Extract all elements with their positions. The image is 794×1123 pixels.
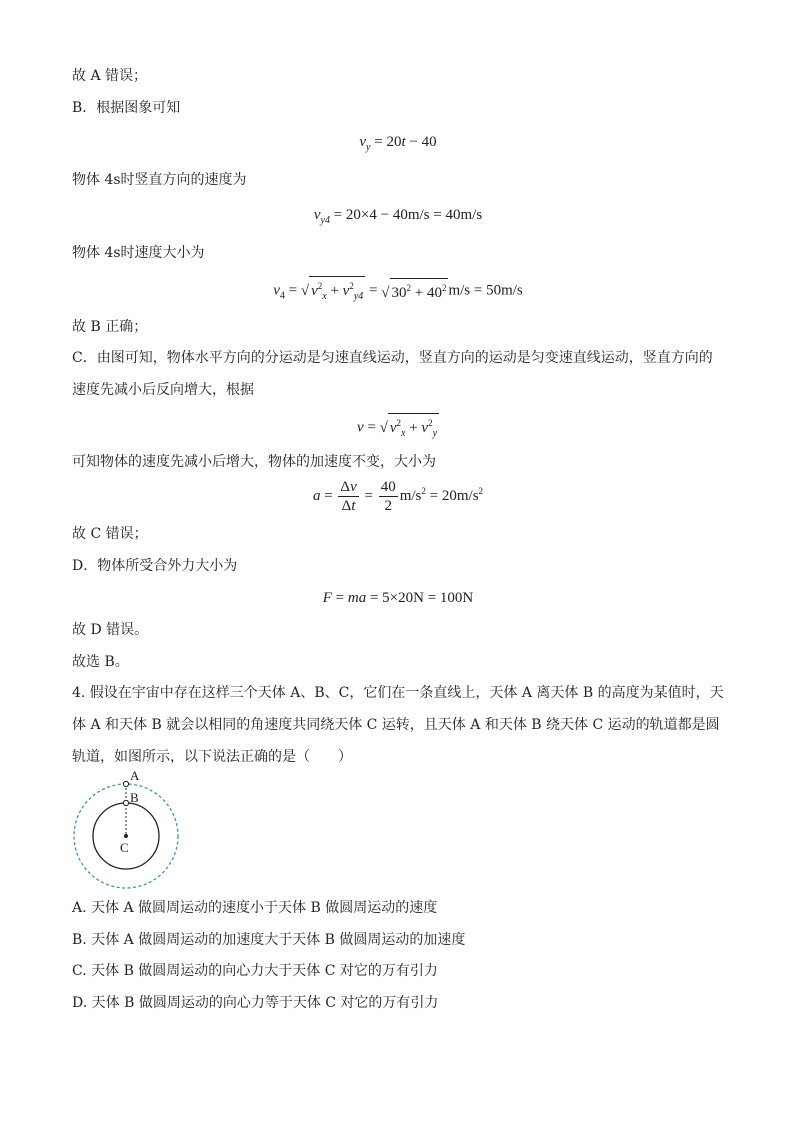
equation-v: v = √ $v^2_x + v^2_y$ [72, 413, 724, 443]
question-4-stem: 4. 假设在宇宙中存在这样三个天体 A、B、C，它们在一条直线上，天体 A 离天体 B 的高度为某值时，天体 A 和天体 B 就会以相同的角速度共同绕天体 C 运转，且天体 A 和天体 B 绕天体 C 运动的轨道都是圆轨道，如图所示，以下说法正确的是（ ） [72, 685, 724, 765]
text-b-right: 故 B 正确； [72, 319, 148, 335]
text-d-wrong: 故 D 错误。 [72, 622, 149, 638]
equation-vy4: $v_{y4} = 20\times 4 - 40m/s = 40m/s$ [313, 207, 483, 226]
text-c-wrong: 故 C 错误； [72, 526, 148, 542]
label-c: C [120, 840, 129, 855]
equation-v4: $v_4$ = √ $v^2_x + v^2_{y4}$ = √ $30^2 + 40^2$ m/s = 50m/s [72, 276, 724, 307]
body-c-point [124, 834, 128, 838]
text-choose: 故选 B。 [72, 654, 129, 670]
equation-acceleration: a = $\frac{\Delta v}{\Delta t}$ = $\frac{40}{2}$ $m/s^2 = 20m/s^2$ [312, 479, 484, 514]
orbit-figure [68, 768, 188, 893]
option-a: A. 天体 A 做圆周运动的速度小于天体 B 做圆周运动的速度 [72, 900, 438, 916]
text-d-intro: D．物体所受合外力大小为 [72, 558, 238, 574]
option-c: C. 天体 B 做圆周运动的向心力大于天体 C 对它的万有引力 [72, 963, 438, 979]
label-a: A [130, 768, 140, 783]
body-a-point [123, 781, 128, 786]
option-b: B. 天体 A 做圆周运动的加速度大于天体 B 做圆周运动的加速度 [72, 932, 466, 948]
option-d: D. 天体 B 做圆周运动的向心力等于天体 C 对它的万有引力 [72, 995, 439, 1011]
text-a-wrong: 故 A 错误； [72, 68, 148, 84]
text-b-speed: 物体 4s时速度大小为 [72, 245, 205, 261]
equation-vy: $v_y = 20t - 40$ [359, 134, 437, 153]
body-b-point [123, 800, 128, 805]
text-b-intro: B．根据图象可知 [72, 100, 181, 116]
text-c-after: 可知物体的速度先减小后增大，物体的加速度不变，大小为 [72, 454, 436, 470]
label-b: B [130, 790, 139, 805]
equation-force: F = ma = 5×20N = 100N [322, 590, 474, 606]
text-b-vertical: 物体 4s时竖直方向的速度为 [72, 172, 247, 188]
text-c-intro: C．由图可知，物体水平方向的分运动是匀速直线运动，竖直方向的运动是匀变速直线运动，竖直方向的速度先减小后反向增大，根据 [72, 350, 713, 398]
